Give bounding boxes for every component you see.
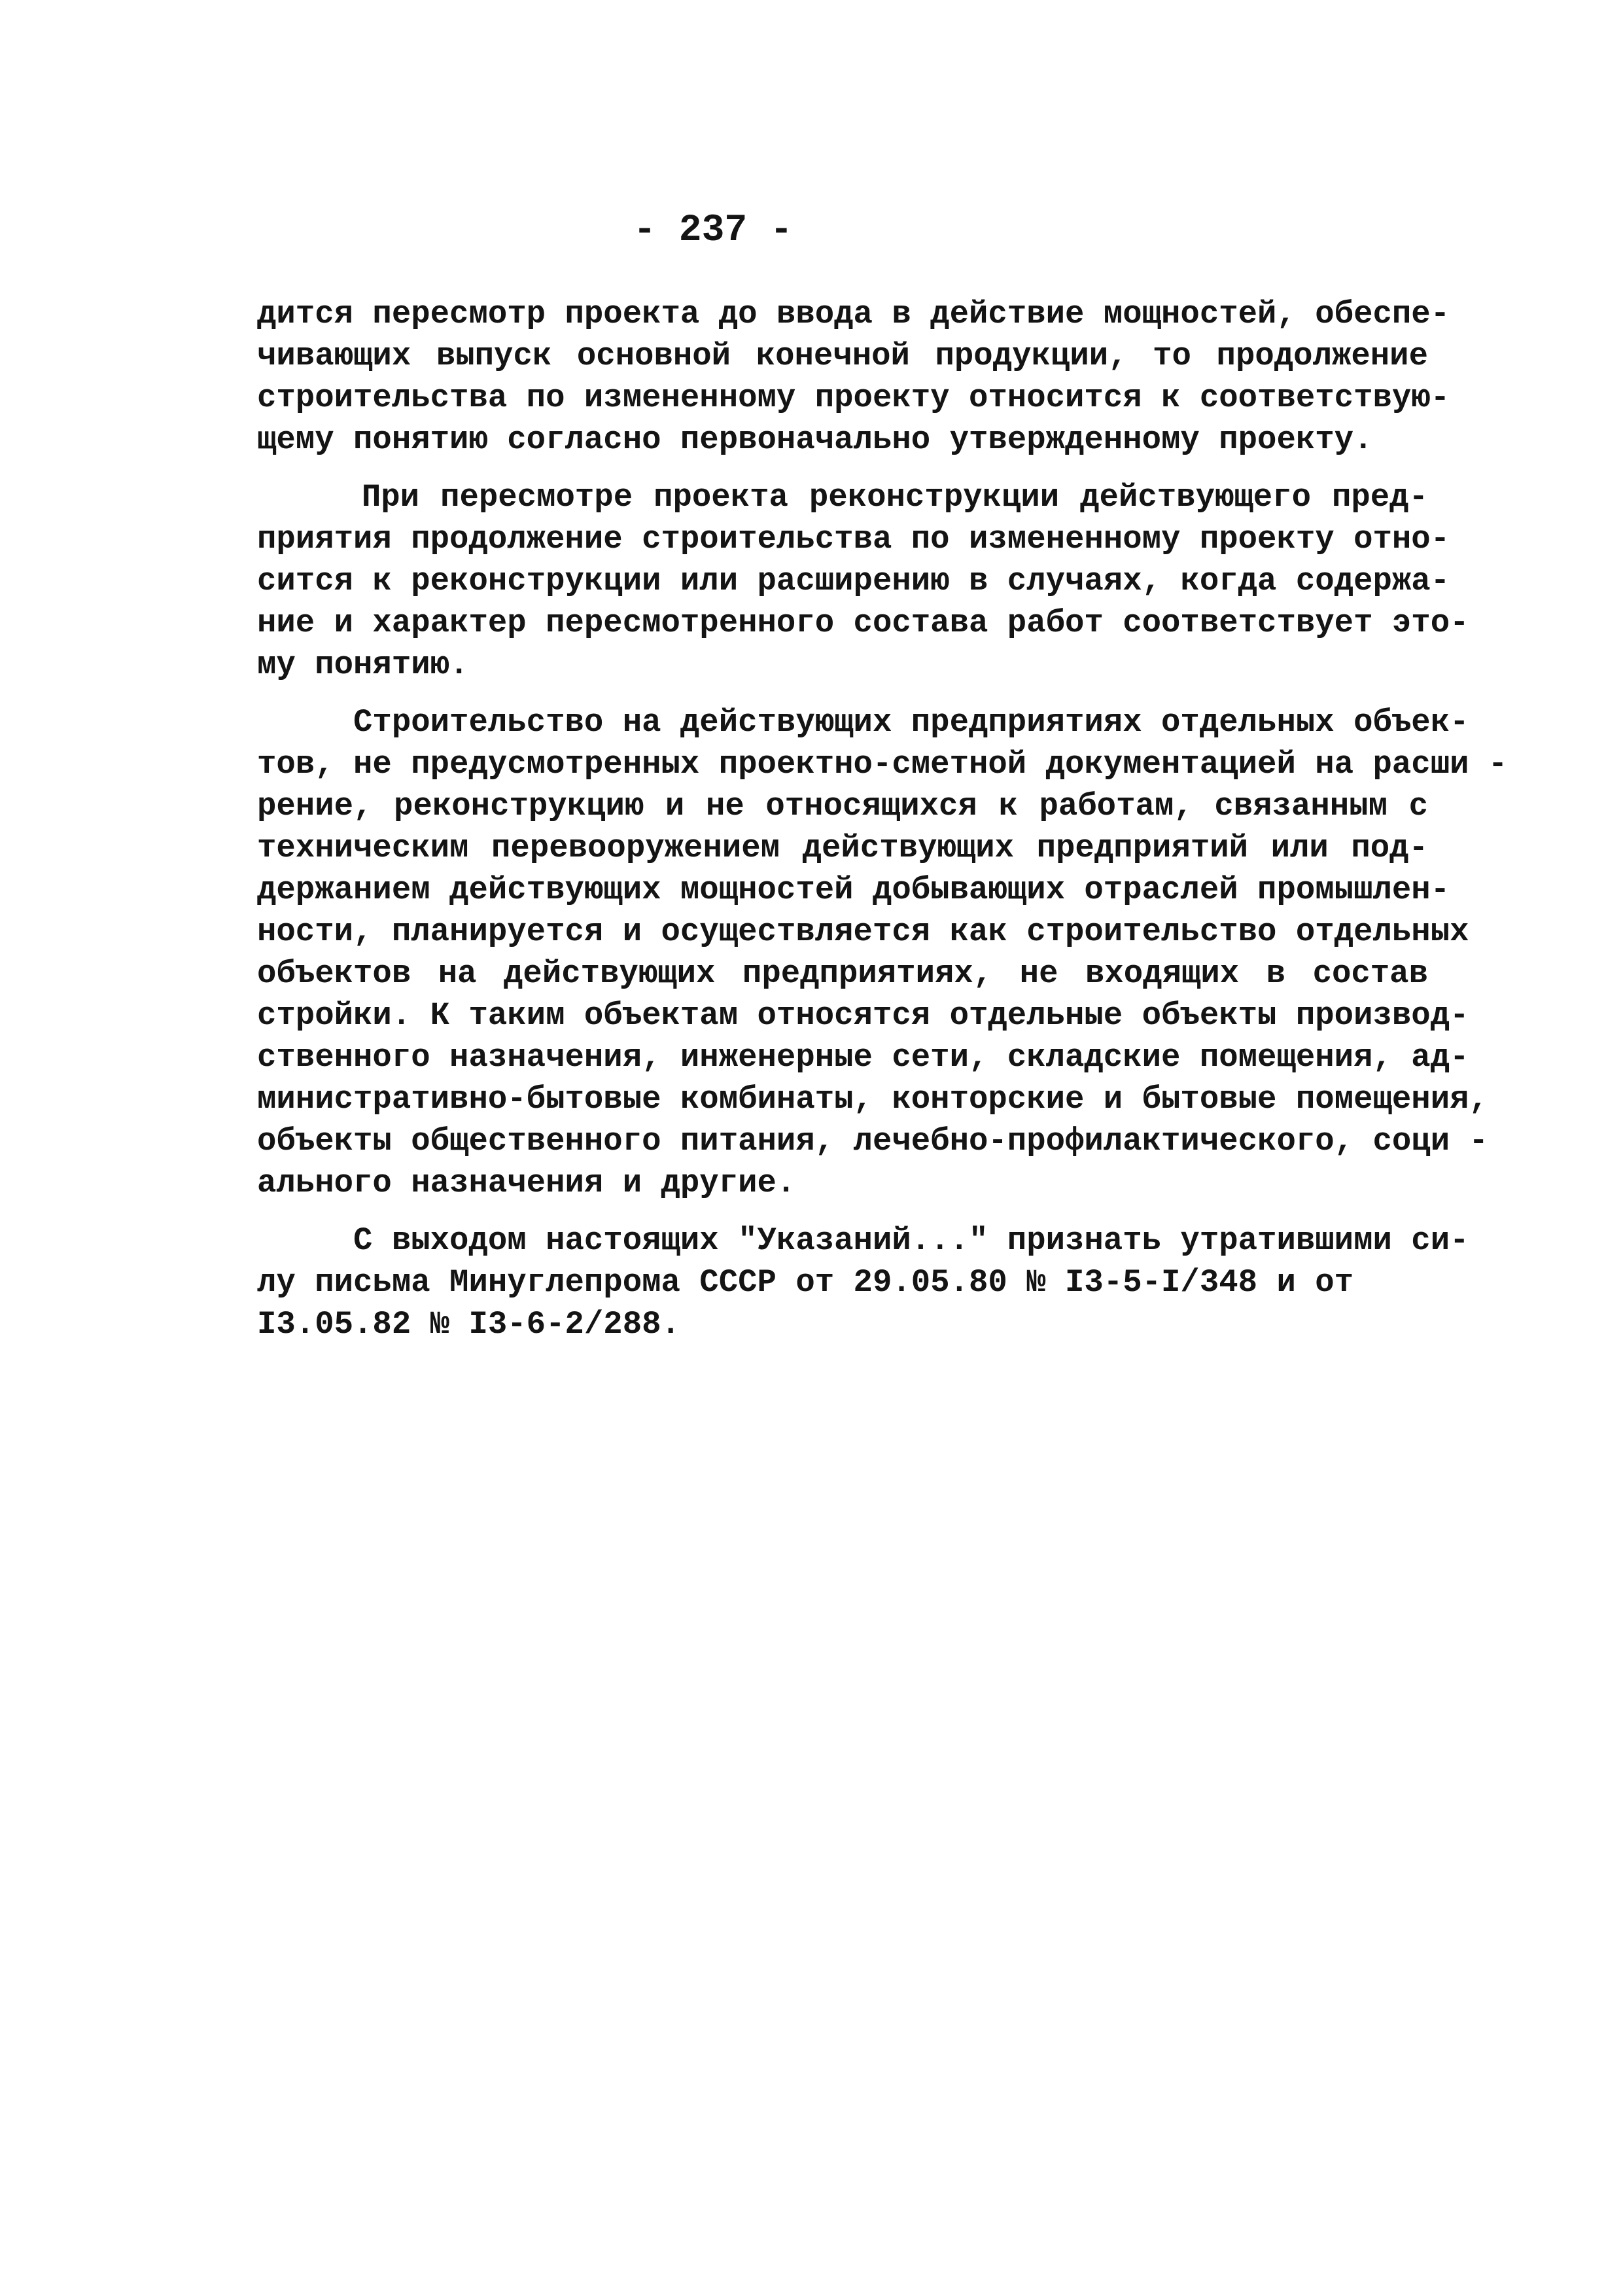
body-text — [257, 293, 1508, 1345]
text-line: щему понятию согласно первоначально утвержденному проекту. — [257, 421, 1373, 458]
text-line: ального назначения и другие. — [257, 1165, 796, 1201]
text-line: техническим перевооружением действующих предприятий или под- — [257, 830, 1428, 866]
text-line: приятия продолжение строительства по измененному проекту отно- — [257, 521, 1450, 557]
text-line: строительства по измененному проекту относится к соответствую- — [257, 380, 1450, 416]
text-line: му понятию. — [257, 646, 469, 683]
text-line: ственного назначения, инженерные сети, складские помещения, ад- — [257, 1039, 1469, 1076]
text-line: объекты общественного питания, лечебно-профилактического, соци - — [257, 1123, 1488, 1159]
paragraph-1 — [257, 293, 1450, 461]
text-line: министративно-бытовые комбинаты, конторские и бытовые помещения, — [257, 1081, 1488, 1118]
text-line: сится к реконструкции или расширению в случаях, когда содержа- — [257, 563, 1450, 599]
paragraph-3 — [257, 701, 1508, 1204]
text-line: ности, планируется и осуществляется как строительство отдельных — [257, 913, 1469, 950]
text-line: рение, реконструкцию и не относящихся к работам, связанным с — [257, 788, 1428, 824]
text-line: лу письма Минуглепрома СССР от 29.05.80 № I3-5-I/348 и от — [257, 1264, 1354, 1301]
text-line: дится пересмотр проекта до ввода в действие мощностей, обеспе- — [257, 296, 1450, 332]
paragraph-4 — [257, 1220, 1469, 1345]
paragraph-2 — [257, 476, 1469, 686]
text-line: I3.05.82 № I3-6-2/288. — [257, 1306, 680, 1343]
text-line: чивающих выпуск основной конечной продукции, то продолжение — [257, 338, 1428, 374]
text-line: тов, не предусмотренных проектно-сметной документацией на расши - — [257, 746, 1508, 783]
text-line: Строительство на действующих предприятиях отдельных объек- — [257, 704, 1469, 741]
text-line: стройки. К таким объектам относятся отдельные объекты производ- — [257, 997, 1469, 1034]
text-line: держанием действующих мощностей добывающих отраслей промышлен- — [257, 872, 1450, 908]
text-line: ние и характер пересмотренного состава работ соответствует это- — [257, 605, 1469, 641]
page-number: - 237 - — [633, 209, 793, 252]
text-line: При пересмотре проекта реконструкции действующего пред- — [257, 479, 1428, 516]
text-line: С выходом настоящих "Указаний..." признать утратившими си- — [257, 1222, 1469, 1259]
text-line: объектов на действующих предприятиях, не входящих в состав — [257, 955, 1428, 992]
